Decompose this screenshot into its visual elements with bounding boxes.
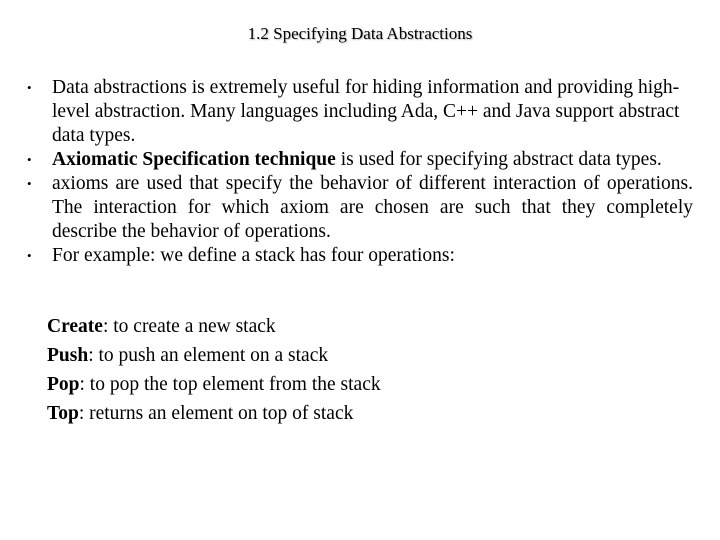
bullet-text: Data abstractions is extremely useful for hiding information and providing high-level abstraction. Many languages including Ada, C++ and Java support abstract data types. [52,77,680,146]
bullet-text: is used for specifying abstract data types. [335,149,662,170]
operation-item [47,373,693,397]
bullet-text: For example: we define a stack has four operations: [52,245,455,266]
operation-name: Create [47,316,103,337]
operation-desc: : returns an element on top of stack [78,403,354,424]
bullet-item [25,76,693,148]
slide-title: 1.2 Specifying Data Abstractions [247,24,473,43]
operation-desc: : to create a new stack [102,316,276,337]
bullet-list [25,76,693,268]
bullet-dot-icon: • [27,176,32,191]
bullet-dot-icon: • [27,80,32,95]
bullet-dot-icon: • [27,248,32,263]
operation-desc: : to push an element on a stack [88,345,329,366]
bullet-item [25,244,693,268]
operation-list [25,315,693,431]
bullet-bold-term: Axiomatic Specification technique [52,149,336,170]
bullet-item [25,148,693,172]
operation-item [47,402,693,426]
bullet-item [25,172,693,244]
operation-name: Pop [47,374,80,395]
operation-item [47,344,693,368]
operation-name: Push [47,345,89,366]
operation-desc: : to pop the top element from the stack [79,374,381,395]
bullet-text: axioms are used that specify the behavior of different interaction of operations. The interaction for which axiom are chosen are such that they completely describe the behavior of operations. [52,173,693,242]
operation-name: Top [47,403,79,424]
operation-item [47,315,693,339]
bullet-dot-icon: • [27,152,32,167]
